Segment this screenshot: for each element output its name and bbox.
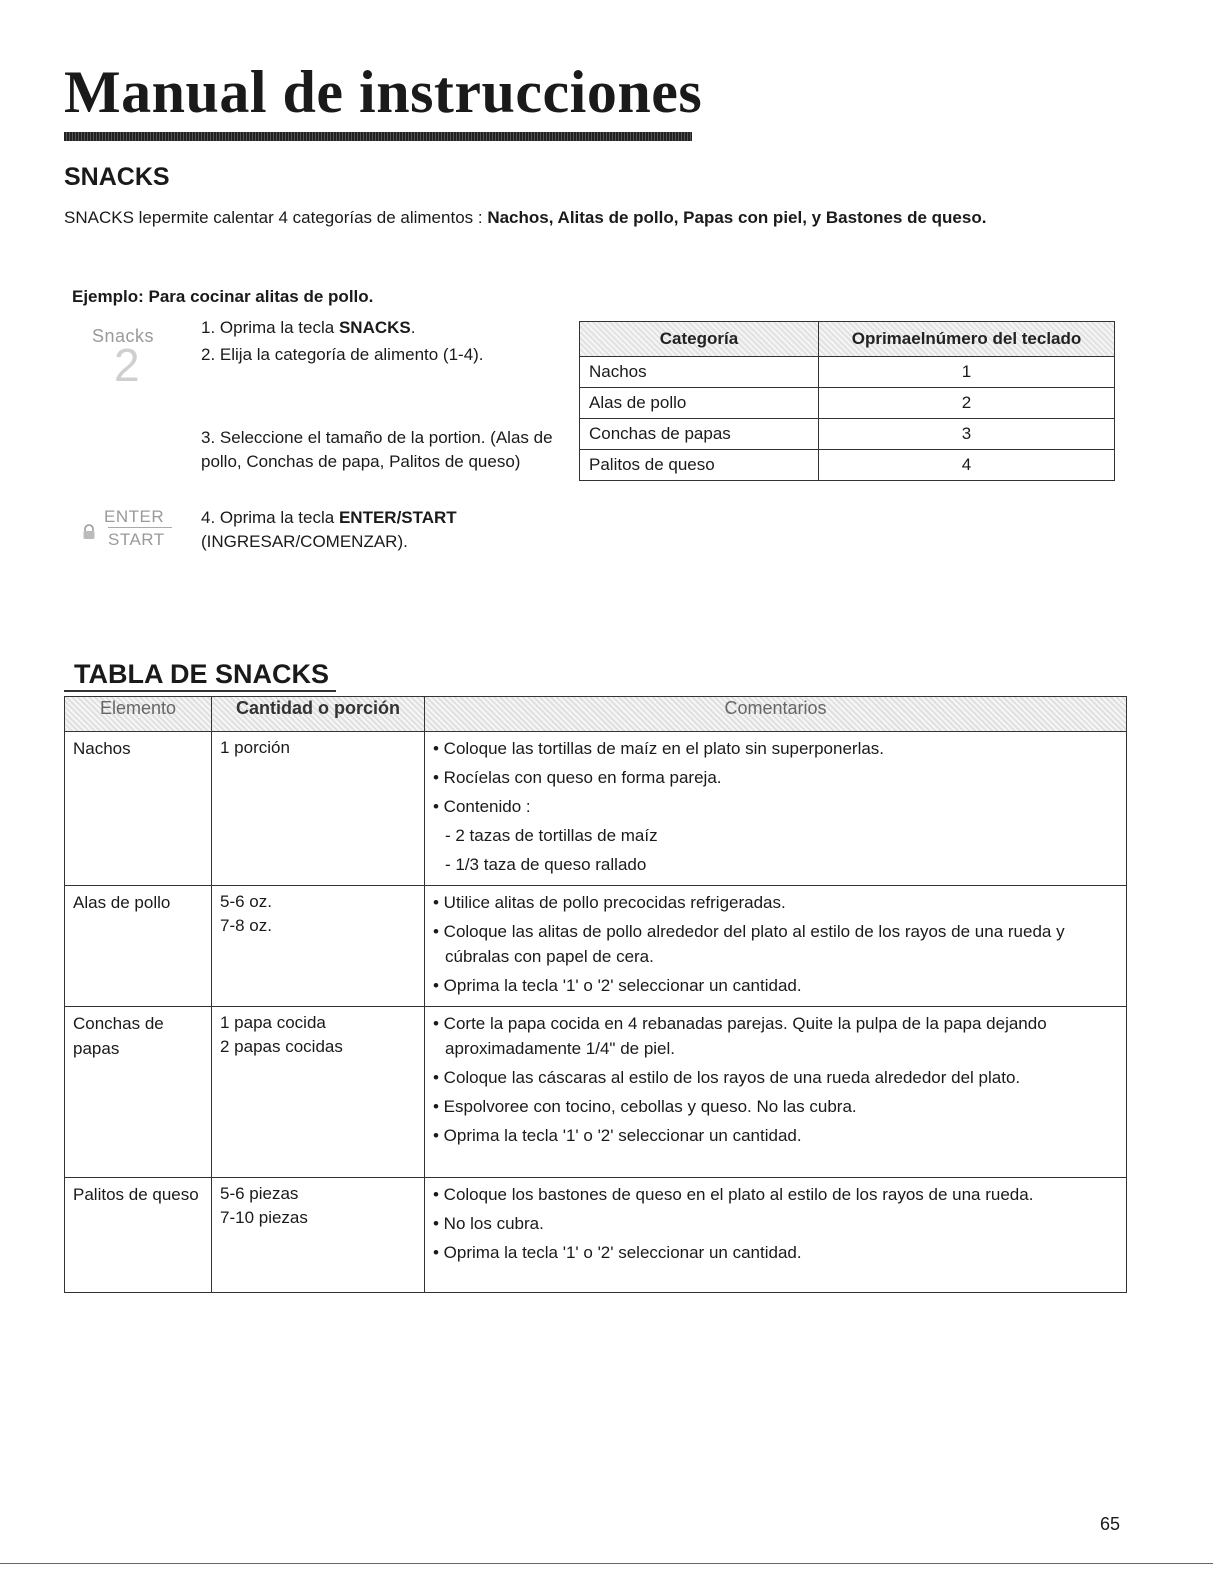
col-header-numero: Oprimaelnúmero del teclado — [819, 322, 1115, 357]
title-rule — [64, 132, 692, 141]
intro-bold: Nachos, Alitas de pollo, Papas con piel, y Bastones de queso. — [487, 208, 987, 227]
snack-table-heading-underline — [64, 690, 336, 692]
step-3: 3. Seleccione el tamaño de la portion. (Alas de pollo, Conchas de papa, Palitos de queso) — [201, 428, 553, 471]
page-number: 65 — [1100, 1514, 1121, 1534]
col-header-cantidad: Cantidad o porción — [212, 697, 425, 732]
cell-comments: • Coloque los bastones de queso en el plato al estilo de los rayos de una rueda. • No los cubra. • Oprima la tecla '1' o '2' seleccionar un cantidad. — [425, 1178, 1127, 1293]
page-title: Manual de instrucciones — [64, 59, 703, 125]
cell-element: Nachos — [65, 732, 212, 886]
lock-icon — [81, 524, 97, 540]
digit-2-key-icon: 2 — [114, 339, 140, 391]
table-row — [65, 886, 1127, 1007]
table-row — [65, 732, 1127, 886]
cell-element: Conchas de papas — [65, 1007, 212, 1178]
intro-plain: SNACKS lepermite calentar 4 categorías de alimentos : — [64, 208, 488, 227]
step-4: 4. Oprima la tecla ENTER/START (INGRESAR/COMENZAR). — [201, 508, 457, 551]
snack-table-header — [65, 697, 1127, 732]
table-row: Conchas de papas 3 — [580, 419, 1115, 450]
start-key-icon: START — [108, 530, 165, 549]
snack-table — [64, 696, 1127, 1293]
table-row: Nachos 1 — [580, 357, 1115, 388]
category-table-header — [580, 322, 1115, 357]
cell-comments: • Corte la papa cocida en 4 rebanadas parejas. Quite la pulpa de la papa dejando aproximadamente 1/4" de piel. • Coloque las cáscaras al estilo de los rayos de una rueda alrededor del plato. • Espolvoree con tocino, cebollas y queso. No las cubra. • Oprima la tecla '1' o '2' seleccionar un cantidad. — [425, 1007, 1127, 1178]
table-row: Palitos de queso 4 — [580, 450, 1115, 481]
cell-qty: 5-6 piezas 7-10 piezas — [212, 1178, 425, 1293]
cell-comments: • Coloque las tortillas de maíz en el plato sin superponerlas. • Rocíelas con queso en forma pareja. • Contenido : - 2 tazas de tortillas de maíz - 1/3 taza de queso rallado — [425, 732, 1127, 886]
cell-qty: 1 porción — [212, 732, 425, 886]
col-header-elemento: Elemento — [65, 697, 212, 732]
cell-comments: • Utilice alitas de pollo precocidas refrigeradas. • Coloque las alitas de pollo alrededor del plato al estilo de los rayos de una rueda y cúbralas con papel de cera. • Oprima la tecla '1' o '2' seleccionar un cantidad. — [425, 886, 1127, 1007]
cell-qty: 5-6 oz. 7-8 oz. — [212, 886, 425, 1007]
table-row — [65, 1178, 1127, 1293]
category-table — [579, 321, 1115, 481]
section-heading: SNACKS — [64, 163, 170, 191]
table-row: Alas de pollo 2 — [580, 388, 1115, 419]
snacks-key-icon: Snacks — [92, 326, 155, 346]
intro-text — [64, 205, 1124, 230]
cell-element: Alas de pollo — [65, 886, 212, 1007]
enter-key-icon: ENTER — [104, 507, 165, 526]
cell-element: Palitos de queso — [65, 1178, 212, 1293]
snack-table-heading: TABLA DE SNACKS — [74, 659, 329, 689]
example-title: Ejemplo: Para cocinar alitas de pollo. — [72, 287, 374, 306]
cell-qty: 1 papa cocida 2 papas cocidas — [212, 1007, 425, 1178]
table-row — [65, 1007, 1127, 1178]
col-header-categoria: Categoría — [580, 322, 819, 357]
step-2: 2. Elija la categoría de alimento (1-4). — [201, 345, 484, 364]
bottom-rule — [0, 1563, 1213, 1564]
step-1: 1. Oprima la tecla SNACKS. — [201, 318, 416, 337]
enter-start-divider — [108, 527, 172, 528]
col-header-comentarios: Comentarios — [425, 697, 1127, 732]
